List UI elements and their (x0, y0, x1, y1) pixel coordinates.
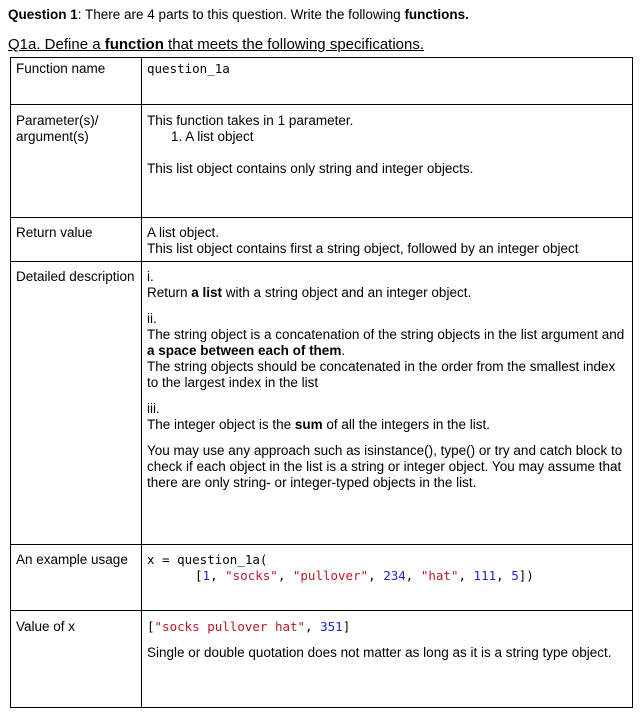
question-bold-text: functions. (404, 7, 469, 22)
detail-iii-text (147, 417, 627, 433)
example-arg-3: "pullover" (292, 568, 369, 583)
example-arg-2: "socks" (225, 568, 278, 583)
part-heading-bold: function (104, 36, 164, 53)
example-code-line2: [1, "socks", "pullover", 234, "hat", 111, 5]) (195, 568, 534, 583)
example-arg-4: 234 (383, 568, 406, 583)
detail-i-label: i. (147, 269, 154, 284)
return-value-value (142, 218, 633, 262)
detailed-value (142, 262, 633, 545)
detail-i-post: with a string object and an integer object. (222, 285, 472, 300)
detailed-label: Detailed description (11, 262, 142, 545)
detail-ii-post: . (341, 343, 346, 358)
example-arg-5: "hat" (420, 568, 459, 583)
row-example-usage (11, 545, 633, 611)
row-detailed-description (11, 262, 633, 545)
part-heading-text2: that meets the following specifications. (163, 36, 425, 53)
row-return-value (11, 218, 633, 262)
parameters-value (142, 105, 633, 218)
value-of-x-note: Single or double quotation does not matter as long as it is a string type object. (147, 645, 612, 660)
part-heading-text1: Q1a. Define a (8, 36, 105, 53)
detail-ii-text (147, 327, 627, 359)
parameters-label: Parameter(s)/ argument(s) (11, 105, 142, 218)
parameters-line1: This function takes in 1 parameter. (147, 113, 354, 128)
row-parameters (11, 105, 633, 218)
return-value-label: Return value (11, 218, 142, 262)
return-value-line1: A list object. (147, 225, 220, 240)
detail-ii-line2: The string objects should be concatenated in the order from the smallest index to the largest index in the list (147, 359, 616, 390)
example-code (142, 545, 633, 611)
value-of-x-code: ["socks pullover hat", 351] (147, 619, 351, 634)
detail-iii-post: of all the integers in the list. (322, 417, 490, 432)
question-heading (8, 7, 469, 22)
question-label: Question 1 (8, 7, 78, 22)
specification-table (10, 57, 633, 708)
example-label: An example usage (11, 545, 142, 611)
function-name-label: Function name (11, 58, 142, 105)
detail-ii-label: ii. (147, 311, 157, 326)
detail-i-pre: Return (147, 285, 192, 300)
value-of-x-value (142, 611, 633, 708)
value-of-x-label: Value of x (11, 611, 142, 708)
part-heading (8, 36, 424, 53)
detail-iii-bold: sum (294, 417, 323, 432)
row-function-name (11, 58, 633, 105)
detail-iii-label: iii. (147, 401, 160, 416)
return-value-line2: This list object contains first a string object, followed by an integer object (147, 241, 579, 256)
value-of-x-string: "socks pullover hat" (154, 619, 306, 634)
example-arg-1: 1 (202, 568, 211, 583)
value-of-x-integer: 351 (320, 619, 343, 634)
example-arg-7: 5 (511, 568, 519, 583)
detail-ii-bold: a space between each of them (147, 343, 342, 358)
parameters-list-item: 1. A list object (171, 129, 254, 144)
row-value-of-x (11, 611, 633, 708)
example-arg-6: 111 (473, 568, 497, 583)
example-code-line1: x = question_1a( (147, 552, 268, 567)
detail-ii-pre: The string object is a concatenation of the string objects in the list argument and (147, 327, 625, 342)
parameters-line3: This list object contains only string and integer objects. (147, 161, 474, 176)
function-name-value (142, 58, 633, 105)
detail-iii-pre: The integer object is the (147, 417, 295, 432)
detail-i-bold: a list (191, 285, 223, 300)
detail-i-text (147, 285, 627, 301)
function-name-code: question_1a (147, 61, 230, 76)
question-text: : There are 4 parts to this question. Write the following (77, 7, 405, 22)
detail-note: You may use any approach such as isinstance(), type() or try and catch block to check if each object in the list is a string or integer object. You may assume that there are only string- or integer-typed objects in the list. (147, 443, 623, 490)
